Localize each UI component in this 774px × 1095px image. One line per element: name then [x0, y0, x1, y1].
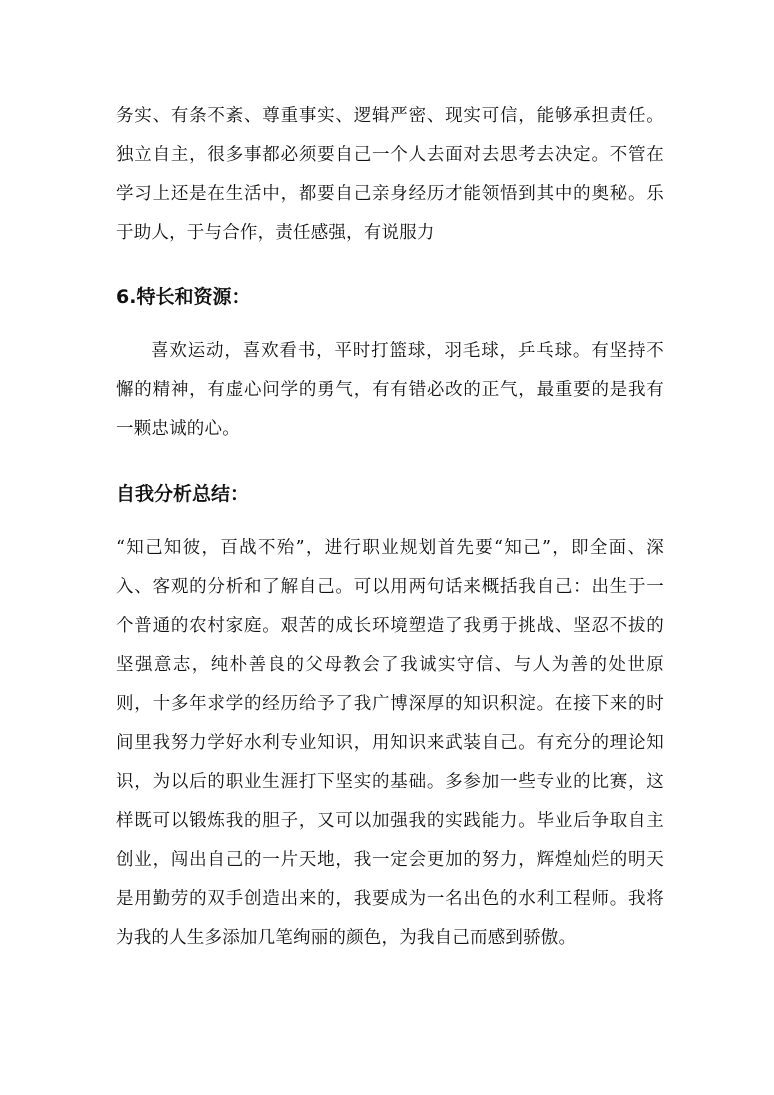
paragraph-strengths: 喜欢运动，喜欢看书，平时打篮球，羽毛球，乒乓球。有坚持不懈的精神，有虚心问学的勇气，有有错必改的正气，最重要的是我有一颗忠诚的心。 [116, 341, 664, 439]
heading-strengths-resources: 6.特长和资源： [116, 286, 251, 308]
heading-self-analysis-summary: 自我分析总结： [116, 483, 250, 505]
paragraph-summary: “知己知彼，百战不殆”，进行职业规划首先要“知己”，即全面、深入、客观的分析和了解自己。可以用两句话来概括我自己：出生于一个普通的农村家庭。艰苦的成长环境塑造了我勇于挑战、坚忍不拔的坚强意志，纯朴善良的父母教会了我诚实守信、与人为善的处世原则，十多年求学的经历给予了我广博深厚的知识积淀。在接下来的时间里我努力学好水利专业知识，用知识来武装自己。有充分的理论知识，为以后的职业生涯打下坚实的基础。多参加一些专业的比赛，这样既可以锻炼我的胆子，又可以加强我的实践能力。毕业后争取自主创业，闯出自己的一片天地，我一定会更加的努力，辉煌灿烂的明天是用勤劳的双手创造出来的，我要成为一名出色的水利工程师。我将为我的人生多添加几笔绚丽的颜色，为我自己而感到骄傲。 [116, 538, 664, 948]
paragraph-traits: 务实、有条不紊、尊重事实、逻辑严密、现实可信，能够承担责任。独立自主，很多事都必须要自己一个人去面对去思考去决定。不管在学习上还是在生活中，都要自己亲身经历才能领悟到其中的奥秘。乐于助人，于与合作，责任感强，有说服力 [116, 106, 664, 243]
